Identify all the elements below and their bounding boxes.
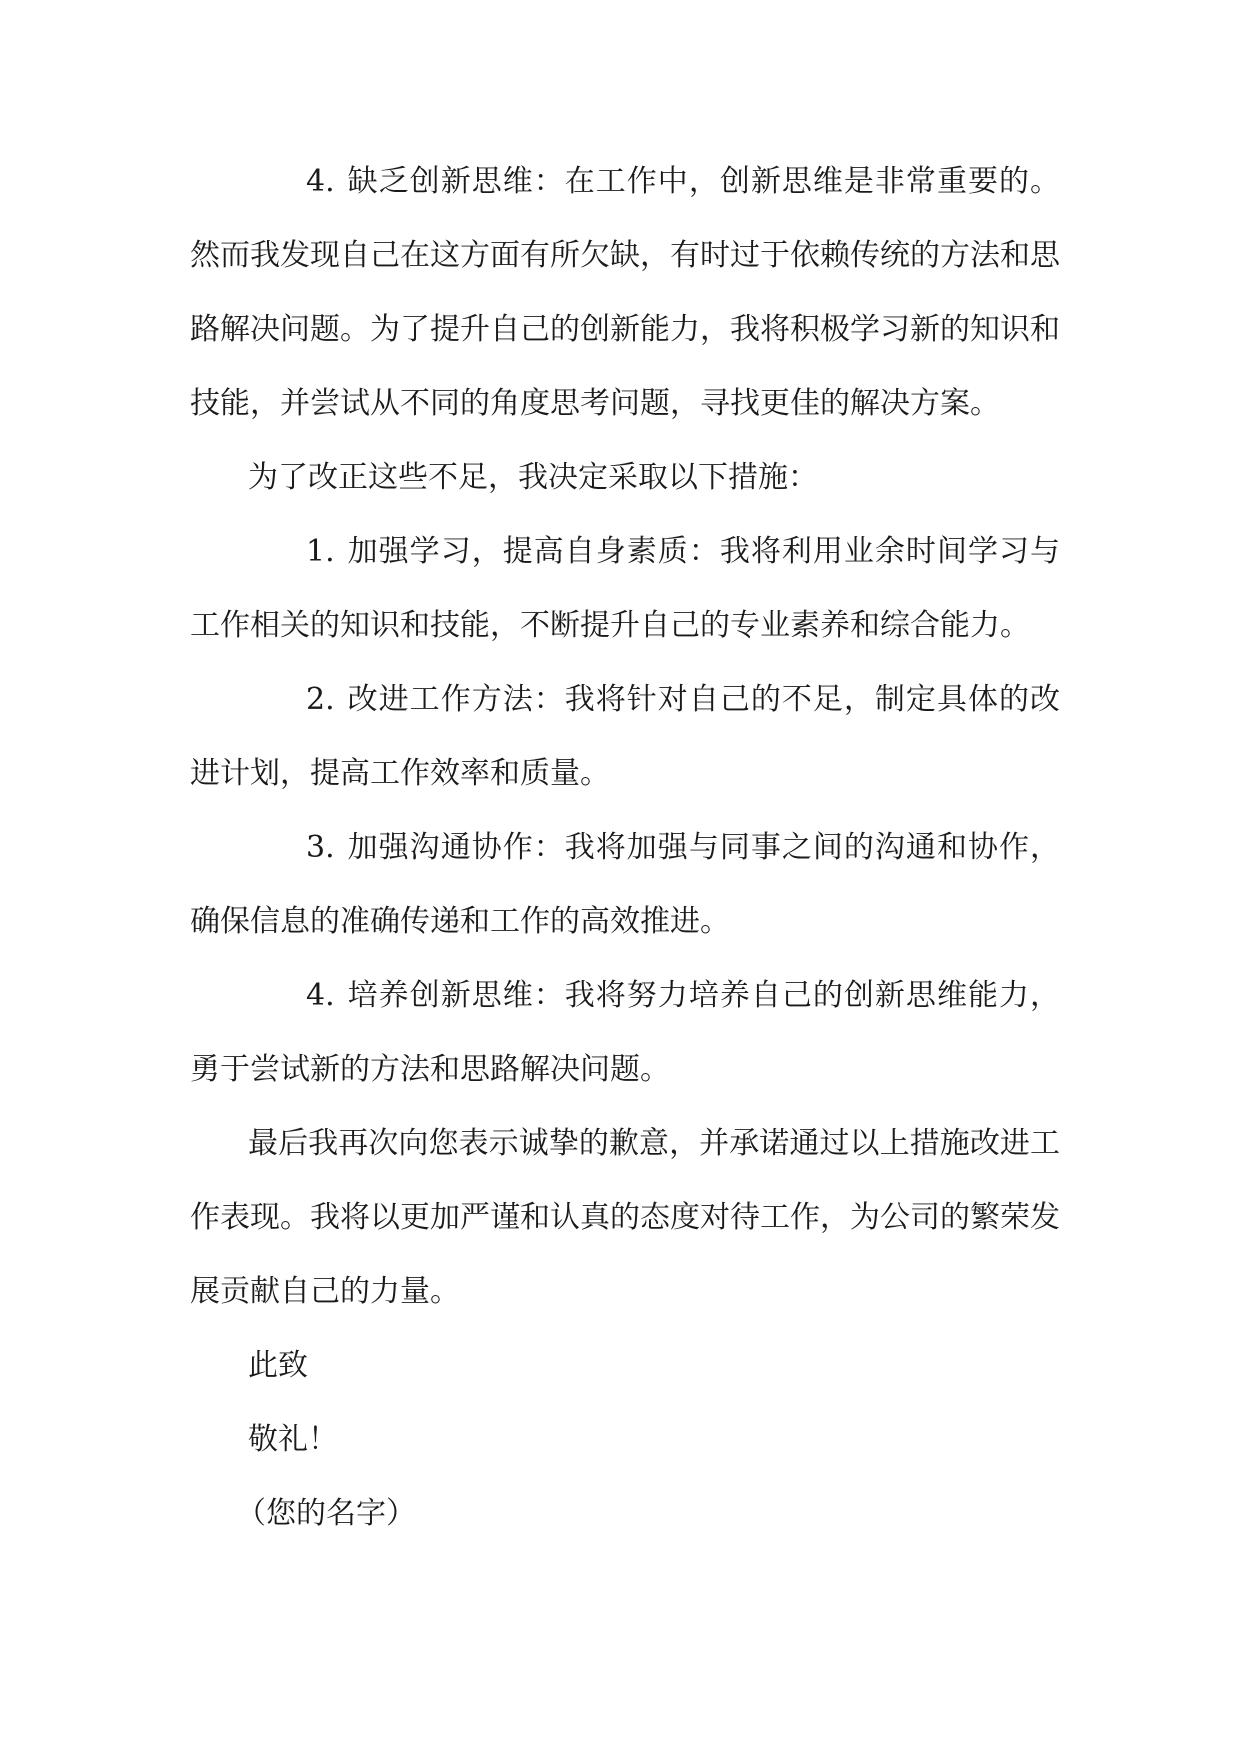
signature: （您的名字） [236, 1496, 416, 1531]
paragraph-apology-closing [190, 1107, 1060, 1329]
list-number: 1. [306, 534, 335, 569]
list-number: 3. [306, 830, 335, 865]
list-number: 4. [306, 164, 335, 199]
paragraph-text: 改进工作方法：我将针对自己的不足，制定具体的改进计划，提高工作效率和质量。 [190, 682, 1060, 791]
paragraph-innovation-weakness [190, 145, 1060, 441]
paragraph-text: 加强学习，提高自身素质：我将利用业余时间学习与工作相关的知识和技能，不断提升自己的专业素养和综合能力。 [190, 534, 1060, 643]
paragraph-text: 为了改正这些不足，我决定采取以下措施： [248, 460, 818, 495]
paragraph-measure-4 [190, 959, 1060, 1107]
list-number: 2. [306, 682, 335, 717]
closing-salutation: 此致 [248, 1348, 308, 1383]
paragraph-measures-intro [190, 441, 1060, 515]
paragraph-text: 缺乏创新思维：在工作中，创新思维是非常重要的。然而我发现自己在这方面有所欠缺，有时过于依赖传统的方法和思路解决问题。为了提升自己的创新能力，我将积极学习新的知识和技能，并尝试从不同的角度思考问题，寻找更佳的解决方案。 [190, 164, 1060, 421]
paragraph-text: 最后我再次向您表示诚挚的歉意，并承诺通过以上措施改进工作表现。我将以更加严谨和认真的态度对待工作，为公司的繁荣发展贡献自己的力量。 [190, 1126, 1060, 1309]
list-number: 4. [306, 978, 335, 1013]
paragraph-measure-1 [190, 515, 1060, 663]
closing-regards: 敬礼！ [248, 1422, 338, 1457]
paragraph-measure-2 [190, 663, 1060, 811]
letter-body [190, 145, 1060, 1551]
paragraph-measure-3 [190, 811, 1060, 959]
paragraph-text: 培养创新思维：我将努力培养自己的创新思维能力，勇于尝试新的方法和思路解决问题。 [190, 978, 1060, 1087]
paragraph-text: 加强沟通协作：我将加强与同事之间的沟通和协作，确保信息的准确传递和工作的高效推进。 [190, 830, 1060, 939]
